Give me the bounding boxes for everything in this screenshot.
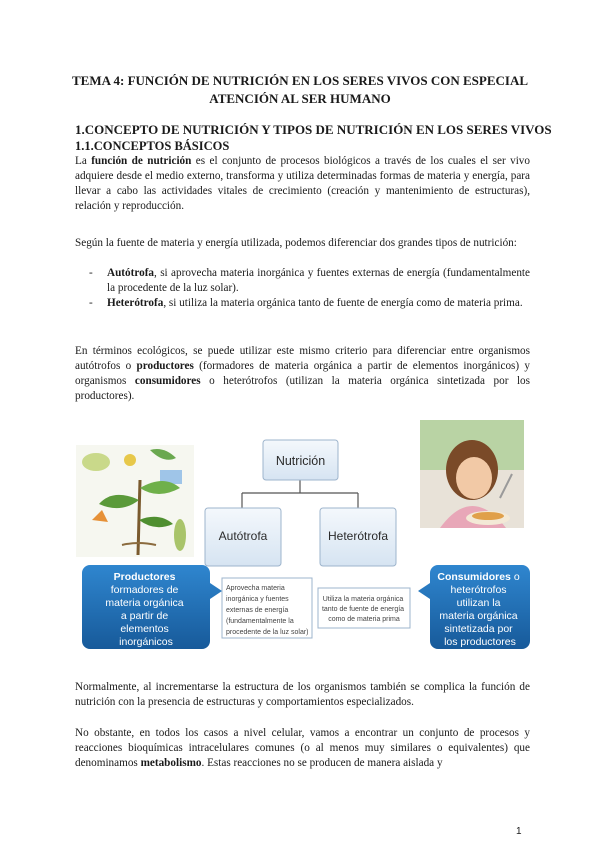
child-eating-photo xyxy=(420,420,524,528)
node-heterotrofa-label: Heterótrofa xyxy=(327,529,389,543)
productores-line: materia orgánica xyxy=(105,597,184,609)
consumidores-line: los productores xyxy=(444,636,516,648)
heterotrofa-desc-line: como de materia prima xyxy=(328,616,400,623)
svg-text:Utiliza la materia orgánica xyxy=(322,596,406,623)
node-autotrofa xyxy=(205,508,281,566)
paragraph-definition: La función de nutrición es el conjunto de procesos biológicos a través de los cuales el ser vivo adquiere desde el medio externo, transforma y utiliza determinadas formas de materia y energía, para llevar a cabo las actividades vitales de crecimiento (creación y mantenimiento de estructuras), relación y reproducción. xyxy=(75,155,530,212)
autotrofa-desc-line: inorgánica y fuentes xyxy=(226,596,289,603)
autotrofa-description-box xyxy=(222,578,312,638)
node-nutricion xyxy=(263,440,338,480)
title-line-2: ATENCIÓN AL SER HUMANO xyxy=(209,91,391,106)
autotrofa-desc-line: procedente de la luz solar) xyxy=(226,629,309,636)
heterotrofa-desc-line: Utiliza la materia orgánica xyxy=(322,596,404,603)
productores-callout xyxy=(82,565,222,649)
autotrofa-desc-line: externas de energía xyxy=(226,607,289,614)
autotrofa-desc-line: Aprovecha materia xyxy=(226,585,285,592)
productores-title: Productores xyxy=(113,571,176,583)
consumidores-line: utilizan la xyxy=(456,597,501,609)
term-funcion-nutricion: función de nutrición xyxy=(91,155,192,167)
consumidores-line: heterótrofos xyxy=(450,584,507,596)
list-item-heterotrofa: - Heterótrofa, si utiliza la materia orgánica tanto de fuente de energía como de materia prima. xyxy=(89,297,523,309)
consumidores-line: sintetizada por xyxy=(444,623,513,635)
paragraph-complexity: Normalmente, al incrementarse la estructura de los organismos también se complica la función de nutrición con la presencia de estructuras y comportamientos especializados. xyxy=(75,681,530,708)
autotrofa-desc-line: (fundamentalmente la xyxy=(226,618,294,625)
section-heading: 1.CONCEPTO DE NUTRICIÓN Y TIPOS DE NUTRICIÓN EN LOS SERES VIVOS xyxy=(75,122,552,137)
page-number: 1 xyxy=(516,826,522,837)
heterotrofa-desc-line: tanto de fuente de energía xyxy=(321,606,405,613)
paragraph-types-intro: Según la fuente de materia y energía utilizada, podemos diferenciar dos grandes tipos de nutrición: xyxy=(75,237,517,249)
list-item-autotrofa: - Autótrofa, si aprovecha materia inorgánica y fuentes externas de energía (fundamentalmente la procedente de la luz solar). xyxy=(89,267,530,294)
node-nutricion-label: Nutrición xyxy=(275,454,326,468)
heterotrofa-description-box xyxy=(318,588,410,628)
consumidores-title-suffix: o xyxy=(510,571,520,583)
subsection-heading: 1.1.CONCEPTOS BÁSICOS xyxy=(75,139,230,153)
productores-line: a partir de xyxy=(120,610,169,622)
productores-line: formadores de xyxy=(110,584,179,596)
node-heterotrofa xyxy=(320,508,396,566)
plant-photosynthesis-illustration xyxy=(76,445,194,557)
node-autotrofa-label: Autótrofa xyxy=(218,529,268,543)
productores-line: inorgánicos xyxy=(119,636,173,648)
consumidores-title: Consumidores xyxy=(437,571,511,583)
paragraph-ecological: En términos ecológicos, se puede utilizar este mismo criterio para diferenciar entre organismos autótrofos o productores (formadores de materia orgánica a partir de elementos inorgánicos) y organismos consumidores o heterótrofos (utilizan la materia orgánica sintetizada por los productores). xyxy=(75,345,531,402)
svg-text:Consumidores o heterót xyxy=(437,571,522,648)
consumidores-line: materia orgánica xyxy=(439,610,518,622)
diagram-connectors xyxy=(242,480,358,508)
title-line-1: TEMA 4: FUNCIÓN DE NUTRICIÓN EN LOS SERES VIVOS CON ESPECIAL xyxy=(71,73,529,88)
consumidores-callout xyxy=(418,565,530,649)
paragraph-metabolism: No obstante, en todos los casos a nivel celular, vamos a encontrar un conjunto de procesos y reacciones bioquímicas intracelulares comunes (o al menos muy similares o equivalentes) que denominamos metabolismo. Estas reacciones no se producen de manera aislada y xyxy=(75,727,530,769)
term-metabolismo: metabolismo xyxy=(140,757,202,769)
productores-line: elementos xyxy=(120,623,169,635)
